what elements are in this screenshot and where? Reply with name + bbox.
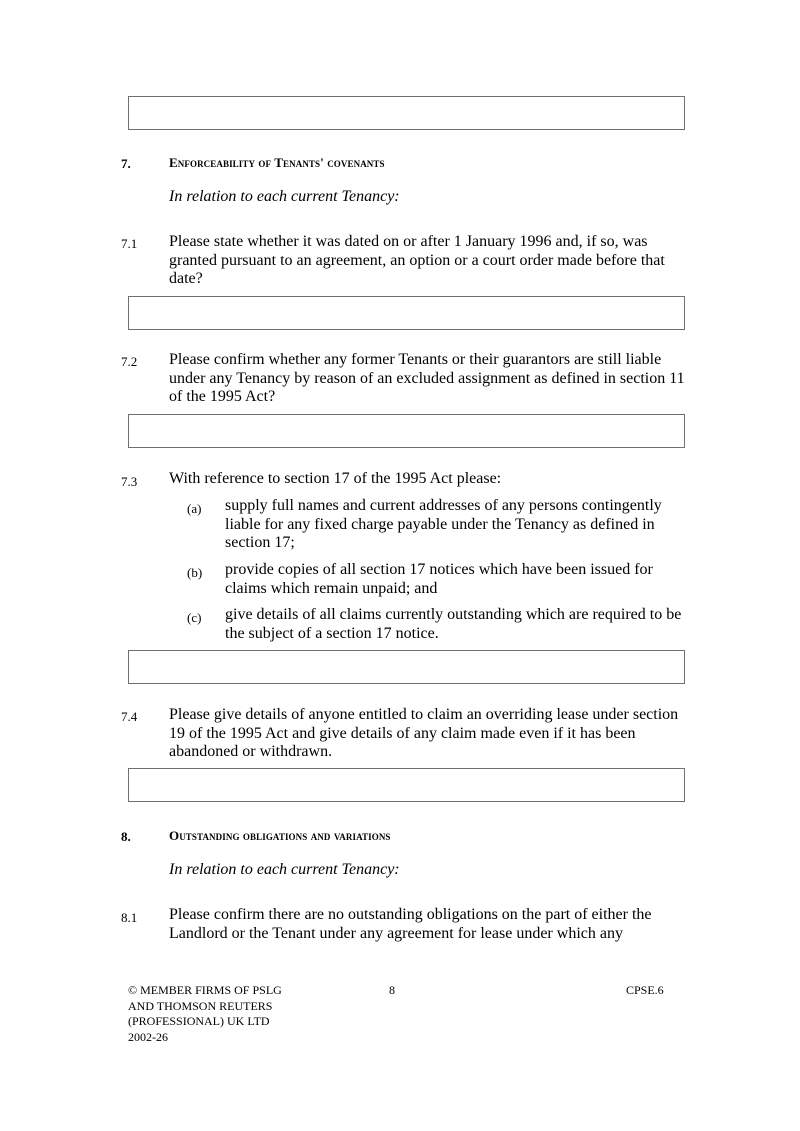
section-8-title: Outstanding obligations and variations <box>169 828 391 843</box>
question-7-3-item-b-label: (b) <box>187 565 203 580</box>
footer-page-number: 8 <box>389 983 395 997</box>
answer-box-7-3[interactable] <box>128 650 685 684</box>
question-8-1-text: Please confirm there are no outstanding obligations on the part of either the Landlord or the Tenant under any agreement for lease under which any <box>169 906 652 942</box>
section-7-title: Enforceability of Tenants' covenants <box>169 155 385 170</box>
section-7-number: 7. <box>121 156 131 171</box>
question-7-4-text: Please give details of anyone entitled to claim an overriding lease under section 19 of the 1995 Act and give details of any claim made even if it has been abandoned or withdrawn. <box>169 706 679 760</box>
question-7-1-number: 7.1 <box>121 236 138 251</box>
question-7-4-number: 7.4 <box>121 709 138 724</box>
question-7-3-item-c-text: give details of all claims currently outstanding which are required to be the subject of a section 17 notice. <box>225 606 682 642</box>
question-7-2-text: Please confirm whether any former Tenants or their guarantors are still liable under any Tenancy by reason of an excluded assignment as defined in section 11 of the 1995 Act? <box>169 351 685 405</box>
footer-doc-code: CPSE.6 <box>626 983 664 997</box>
answer-box-7-1[interactable] <box>128 296 685 330</box>
question-7-3-item-b-text: provide copies of all section 17 notices which have been issued for claims which remain unpaid; and <box>225 561 653 597</box>
answer-box-7-4[interactable] <box>128 768 685 802</box>
question-7-3-text: With reference to section 17 of the 1995 Act please: <box>169 470 502 487</box>
footer-copyright: © MEMBER FIRMS OF PSLG AND THOMSON REUTERS (PROFESSIONAL) UK LTD 2002-26 <box>128 983 282 1044</box>
question-7-3-item-c-label: (c) <box>187 610 202 625</box>
section-7-intro: In relation to each current Tenancy: <box>169 188 400 205</box>
question-7-2-number: 7.2 <box>121 354 138 369</box>
section-8-number: 8. <box>121 829 131 844</box>
section-8-intro: In relation to each current Tenancy: <box>169 861 400 878</box>
question-8-1-number: 8.1 <box>121 910 138 925</box>
question-7-3-item-a-label: (a) <box>187 501 202 516</box>
answer-box-previous[interactable] <box>128 96 685 130</box>
answer-box-7-2[interactable] <box>128 414 685 448</box>
question-7-3-item-a-text: supply full names and current addresses of any persons contingently liable for any fixed charge payable under the Tenancy as defined in section 17; <box>225 497 662 551</box>
question-7-3-number: 7.3 <box>121 474 138 489</box>
question-7-1-text: Please state whether it was dated on or after 1 January 1996 and, if so, was granted pursuant to an agreement, an option or a court order made before that date? <box>169 233 665 287</box>
